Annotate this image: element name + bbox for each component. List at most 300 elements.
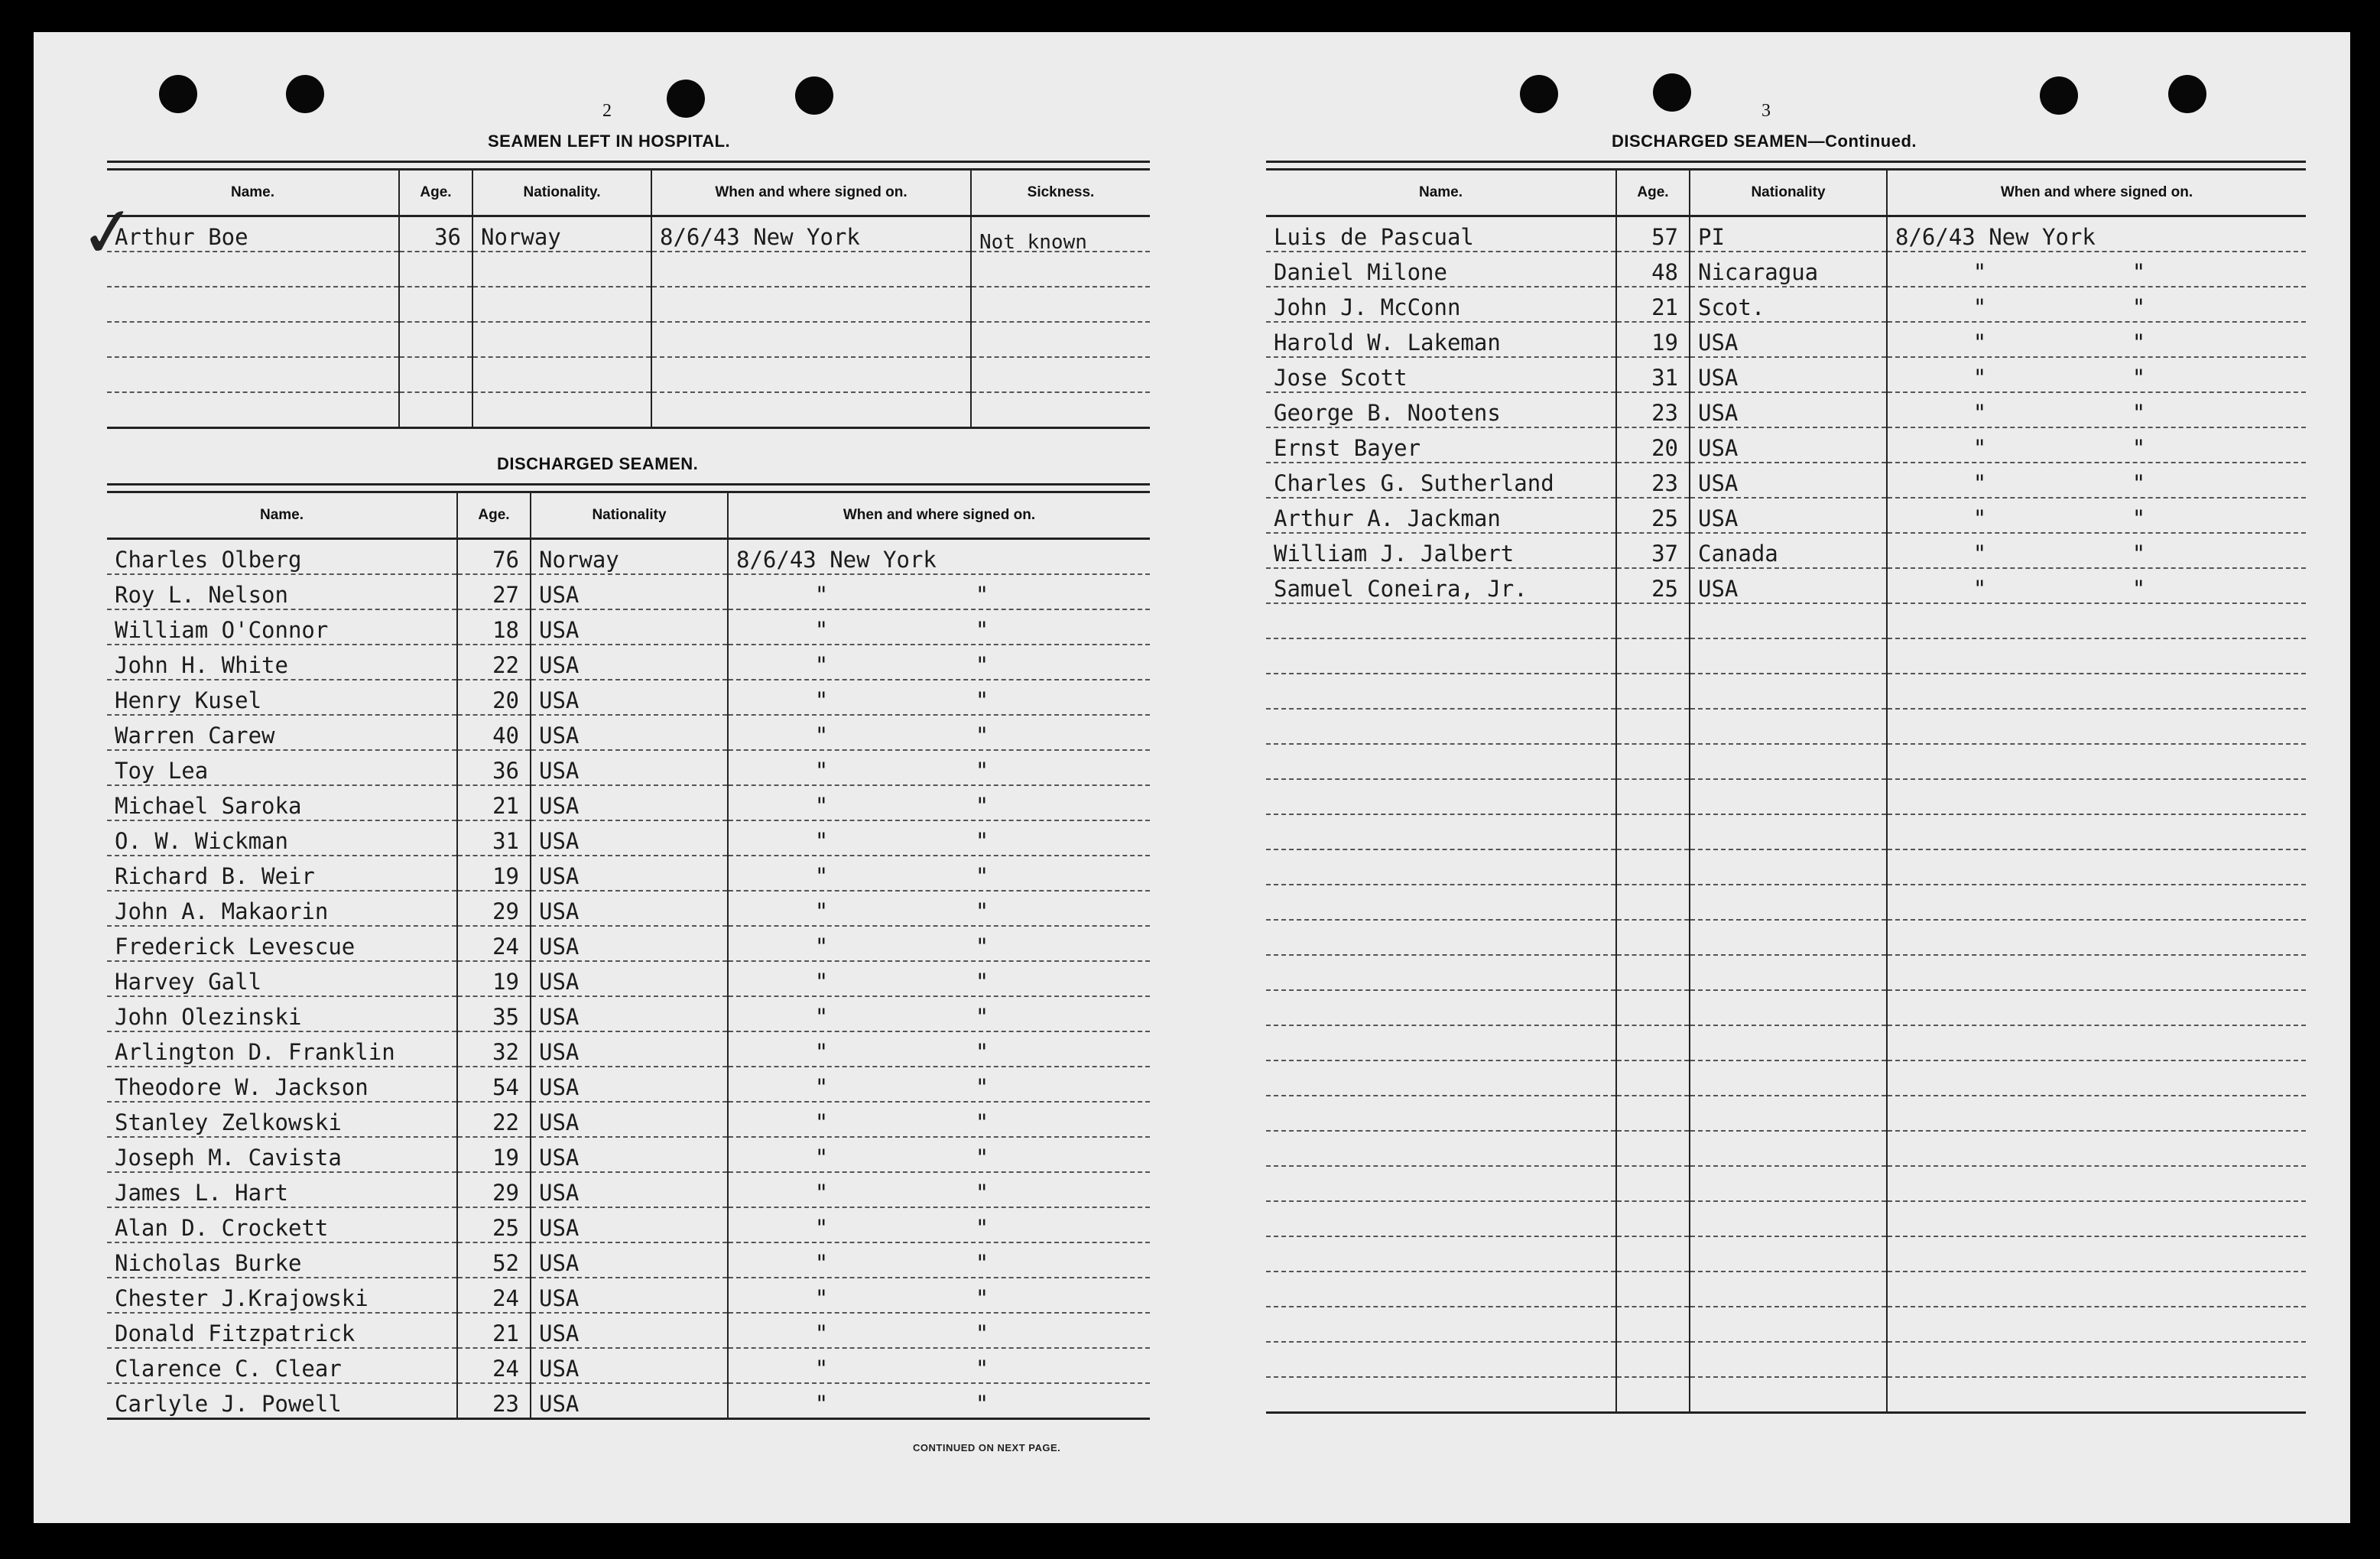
table-row (107, 961, 1150, 996)
ditto-mark: " (975, 1074, 989, 1100)
blank-cell (971, 287, 1150, 322)
blank-cell (1690, 1272, 1887, 1307)
table-row (107, 1031, 1150, 1067)
signed-on-cell (1887, 287, 2306, 322)
blank-cell (971, 392, 1150, 428)
punch-hole (1653, 73, 1691, 112)
blank-row (1266, 779, 2306, 814)
name-cell: John J. McConn (1266, 287, 1616, 322)
table-row (1266, 463, 2306, 498)
blank-row (1266, 920, 2306, 955)
nationality-cell: USA (531, 680, 728, 715)
name-cell: Arthur Boe (107, 216, 399, 252)
blank-cell (1616, 1201, 1690, 1236)
blank-cell (1616, 885, 1690, 920)
ditto-mark: " (814, 652, 829, 678)
age-cell: 22 (457, 1102, 531, 1137)
age-cell: 20 (457, 680, 531, 715)
discharged-table (107, 491, 1150, 1420)
table-row (1266, 322, 2306, 357)
name-cell: Toy Lea (107, 750, 457, 785)
ditto-mark: " (2132, 541, 2146, 567)
ditto-mark: " (1973, 330, 1987, 356)
table-row (107, 996, 1150, 1031)
ditto-mark: " (975, 687, 989, 713)
signed-on-cell (728, 996, 1150, 1031)
signed-on-cell (1887, 392, 2306, 427)
age-cell: 21 (1616, 287, 1690, 322)
blank-cell (1266, 709, 1616, 744)
name-cell: Luis de Pascual (1266, 216, 1616, 252)
table-row (107, 680, 1150, 715)
age-cell: 18 (457, 609, 531, 645)
blank-row (1266, 709, 2306, 744)
nationality-cell: USA (531, 574, 728, 609)
section-rule (1266, 161, 2306, 163)
age-cell: 29 (457, 891, 531, 926)
blank-cell (1690, 990, 1887, 1025)
blank-cell (1690, 920, 1887, 955)
blank-cell (107, 357, 399, 392)
ditto-mark: " (975, 828, 989, 854)
continued-section-title: DISCHARGED SEAMEN—Continued. (1612, 132, 1917, 151)
blank-cell (1616, 814, 1690, 849)
blank-cell (1616, 920, 1690, 955)
signed-on-cell (728, 856, 1150, 891)
nationality-cell: PI (1690, 216, 1887, 252)
blank-cell (1616, 779, 1690, 814)
blank-cell (1616, 1096, 1690, 1131)
blank-row (1266, 814, 2306, 849)
blank-cell (1887, 814, 2306, 849)
blank-row (1266, 1131, 2306, 1166)
column-header: Name. (107, 170, 399, 216)
ditto-mark: " (814, 617, 829, 643)
blank-cell (1690, 955, 1887, 990)
ditto-mark: " (975, 1039, 989, 1065)
age-cell: 31 (1616, 357, 1690, 392)
blank-row (1266, 1236, 2306, 1272)
name-cell: Charles G. Sutherland (1266, 463, 1616, 498)
blank-cell (1266, 1096, 1616, 1131)
age-cell: 23 (457, 1383, 531, 1419)
blank-cell (1887, 744, 2306, 779)
table-row (107, 1102, 1150, 1137)
blank-cell (651, 392, 971, 428)
signed-on-cell: 8/6/43 New York (1887, 216, 2306, 252)
blank-cell (1690, 744, 1887, 779)
blank-cell (1887, 849, 2306, 885)
signed-on-cell (728, 1278, 1150, 1313)
age-cell: 52 (457, 1242, 531, 1278)
blank-row (1266, 674, 2306, 709)
signed-on-cell (728, 1067, 1150, 1102)
blank-cell (1266, 1236, 1616, 1272)
signed-on-cell (1887, 322, 2306, 357)
blank-cell (1616, 1236, 1690, 1272)
ditto-mark: " (975, 617, 989, 643)
sickness-cell: Not known (971, 216, 1150, 252)
column-header: When and where signed on. (728, 492, 1150, 539)
ditto-mark: " (814, 1356, 829, 1382)
nationality-cell: USA (1690, 568, 1887, 603)
blank-row (1266, 1307, 2306, 1342)
table-row (107, 1137, 1150, 1172)
nationality-cell: USA (531, 891, 728, 926)
blank-row (107, 287, 1150, 322)
ditto-mark: " (975, 1109, 989, 1135)
table-row (107, 1348, 1150, 1383)
table-row (107, 785, 1150, 820)
signed-on-cell (728, 961, 1150, 996)
signed-on-cell (728, 926, 1150, 961)
age-cell: 76 (457, 539, 531, 575)
column-header: Age. (457, 492, 531, 539)
blank-cell (1266, 990, 1616, 1025)
signed-on-cell (1887, 357, 2306, 392)
name-cell: Harvey Gall (107, 961, 457, 996)
blank-cell (1616, 744, 1690, 779)
punch-hole (795, 76, 833, 115)
blank-cell (1266, 1060, 1616, 1096)
name-cell: John A. Makaorin (107, 891, 457, 926)
name-cell: William O'Connor (107, 609, 457, 645)
blank-cell (399, 252, 472, 287)
age-cell: 20 (1616, 427, 1690, 463)
nationality-cell: USA (531, 1067, 728, 1102)
punch-hole (667, 80, 705, 118)
ditto-mark: " (814, 934, 829, 960)
ditto-mark: " (975, 969, 989, 995)
table-row (107, 645, 1150, 680)
name-cell: Richard B. Weir (107, 856, 457, 891)
blank-cell (651, 252, 971, 287)
ditto-mark: " (814, 863, 829, 889)
ditto-mark: " (814, 1109, 829, 1135)
ditto-mark: " (814, 1285, 829, 1311)
signed-on-cell (728, 785, 1150, 820)
signed-on-cell (728, 1313, 1150, 1348)
blank-cell (1690, 849, 1887, 885)
blank-cell (1887, 1307, 2306, 1342)
blank-cell (1616, 1060, 1690, 1096)
table-row (107, 1383, 1150, 1419)
signed-on-cell (1887, 498, 2306, 533)
ditto-mark: " (975, 1356, 989, 1382)
blank-row (1266, 1342, 2306, 1377)
ditto-mark: " (975, 793, 989, 819)
nationality-cell: USA (531, 1278, 728, 1313)
table-row (107, 1172, 1150, 1207)
blank-cell (1887, 1131, 2306, 1166)
ditto-mark: " (975, 1391, 989, 1417)
column-header: Nationality (1690, 170, 1887, 216)
table-row (107, 820, 1150, 856)
ditto-mark: " (975, 1250, 989, 1276)
blank-cell (1616, 955, 1690, 990)
blank-row (1266, 1272, 2306, 1307)
hospital-header-row (107, 170, 1150, 216)
blank-cell (1887, 1377, 2306, 1413)
page-number: 3 (1761, 101, 1771, 121)
age-cell: 23 (1616, 392, 1690, 427)
blank-cell (971, 252, 1150, 287)
continued-note: CONTINUED ON NEXT PAGE. (913, 1442, 1061, 1453)
table-row (107, 216, 1150, 252)
nationality-cell: USA (531, 1313, 728, 1348)
ditto-mark: " (975, 934, 989, 960)
age-cell: 24 (457, 1278, 531, 1313)
blank-cell (1690, 709, 1887, 744)
blank-cell (1616, 1272, 1690, 1307)
hospital-table (107, 168, 1150, 429)
table-row (1266, 392, 2306, 427)
age-cell: 31 (457, 820, 531, 856)
column-header: When and where signed on. (1887, 170, 2306, 216)
blank-cell (1266, 603, 1616, 638)
name-cell: Stanley Zelkowski (107, 1102, 457, 1137)
blank-row (1266, 1166, 2306, 1201)
name-cell: Arlington D. Franklin (107, 1031, 457, 1067)
ditto-mark: " (814, 1145, 829, 1171)
nationality-cell: Nicaragua (1690, 252, 1887, 287)
nationality-cell: Canada (1690, 533, 1887, 568)
blank-cell (472, 357, 651, 392)
nationality-cell: USA (1690, 463, 1887, 498)
ditto-mark: " (2132, 259, 2146, 285)
nationality-cell: Scot. (1690, 287, 1887, 322)
blank-row (107, 392, 1150, 428)
signed-on-cell (1887, 427, 2306, 463)
table-row (107, 539, 1150, 575)
signed-on-cell (728, 750, 1150, 785)
age-cell: 22 (457, 645, 531, 680)
punch-hole (159, 75, 197, 113)
table-row (107, 750, 1150, 785)
blank-cell (1690, 779, 1887, 814)
name-cell: Nicholas Burke (107, 1242, 457, 1278)
blank-cell (1266, 1342, 1616, 1377)
signed-on-cell (1887, 568, 2306, 603)
blank-cell (399, 392, 472, 428)
ditto-mark: " (975, 1145, 989, 1171)
ditto-mark: " (975, 582, 989, 608)
blank-row (1266, 885, 2306, 920)
blank-cell (1690, 1307, 1887, 1342)
checkmark-icon: ✓ (75, 190, 141, 276)
blank-cell (1887, 990, 2306, 1025)
signed-on-cell (1887, 252, 2306, 287)
nationality-cell: USA (531, 1031, 728, 1067)
nationality-cell: USA (531, 1172, 728, 1207)
blank-cell (651, 287, 971, 322)
discharged-header-row (107, 492, 1150, 539)
nationality-cell: USA (1690, 392, 1887, 427)
name-cell: Roy L. Nelson (107, 574, 457, 609)
age-cell: 19 (457, 1137, 531, 1172)
ditto-mark: " (814, 687, 829, 713)
age-cell: 27 (457, 574, 531, 609)
blank-cell (1266, 1307, 1616, 1342)
table-row (1266, 287, 2306, 322)
ditto-mark: " (814, 1004, 829, 1030)
age-cell: 36 (399, 216, 472, 252)
blank-cell (1690, 1236, 1887, 1272)
blank-cell (1887, 638, 2306, 674)
blank-cell (1690, 1166, 1887, 1201)
blank-row (1266, 638, 2306, 674)
ditto-mark: " (2132, 365, 2146, 391)
blank-cell (1887, 1201, 2306, 1236)
blank-cell (1887, 1096, 2306, 1131)
ditto-mark: " (1973, 365, 1987, 391)
continued-header-row (1266, 170, 2306, 216)
nationality-cell: Norway (531, 539, 728, 575)
table-row (1266, 357, 2306, 392)
section-rule (107, 483, 1150, 486)
signed-on-cell (728, 1242, 1150, 1278)
blank-cell (651, 322, 971, 357)
table-row (107, 574, 1150, 609)
document-sheet (34, 32, 2350, 1523)
blank-cell (472, 252, 651, 287)
age-cell: 57 (1616, 216, 1690, 252)
blank-cell (399, 322, 472, 357)
name-cell: Michael Saroka (107, 785, 457, 820)
ditto-mark: " (975, 863, 989, 889)
nationality-cell: USA (1690, 357, 1887, 392)
signed-on-cell (728, 820, 1150, 856)
blank-cell (1616, 849, 1690, 885)
punch-hole (1520, 75, 1558, 113)
ditto-mark: " (975, 1320, 989, 1346)
table-row (107, 609, 1150, 645)
blank-cell (1887, 1236, 2306, 1272)
age-cell: 54 (457, 1067, 531, 1102)
blank-cell (472, 287, 651, 322)
age-cell: 35 (457, 996, 531, 1031)
name-cell: Henry Kusel (107, 680, 457, 715)
blank-cell (1690, 814, 1887, 849)
signed-on-cell (728, 609, 1150, 645)
punch-hole (2040, 76, 2078, 115)
table-row (107, 891, 1150, 926)
name-cell: Theodore W. Jackson (107, 1067, 457, 1102)
nationality-cell: USA (531, 926, 728, 961)
age-cell: 29 (457, 1172, 531, 1207)
blank-row (107, 322, 1150, 357)
blank-row (1266, 955, 2306, 990)
signed-on-cell (728, 1172, 1150, 1207)
table-row (1266, 533, 2306, 568)
blank-row (1266, 1096, 2306, 1131)
blank-cell (1690, 1342, 1887, 1377)
ditto-mark: " (814, 1180, 829, 1206)
signed-on-cell (728, 645, 1150, 680)
table-row (107, 715, 1150, 750)
ditto-mark: " (814, 758, 829, 784)
ditto-mark: " (1973, 576, 1987, 602)
signed-on-cell: 8/6/43 New York (728, 539, 1150, 575)
name-cell: John Olezinski (107, 996, 457, 1031)
age-cell: 25 (1616, 498, 1690, 533)
ditto-mark: " (814, 793, 829, 819)
ditto-mark: " (975, 1285, 989, 1311)
signed-on-cell (728, 574, 1150, 609)
blank-cell (1690, 1201, 1887, 1236)
blank-cell (1616, 674, 1690, 709)
age-cell: 23 (1616, 463, 1690, 498)
blank-cell (1690, 1060, 1887, 1096)
name-cell: Donald Fitzpatrick (107, 1313, 457, 1348)
blank-cell (107, 392, 399, 428)
ditto-mark: " (814, 898, 829, 924)
age-cell: 36 (457, 750, 531, 785)
blank-row (1266, 1377, 2306, 1413)
table-row (107, 926, 1150, 961)
blank-cell (1887, 603, 2306, 638)
name-cell: O. W. Wickman (107, 820, 457, 856)
age-cell: 25 (457, 1207, 531, 1242)
column-header: Nationality (531, 492, 728, 539)
blank-cell (107, 287, 399, 322)
name-cell: John H. White (107, 645, 457, 680)
ditto-mark: " (2132, 505, 2146, 531)
ditto-mark: " (814, 1320, 829, 1346)
blank-cell (1266, 1272, 1616, 1307)
blank-cell (1266, 1201, 1616, 1236)
blank-cell (1616, 1377, 1690, 1413)
ditto-mark: " (1973, 400, 1987, 426)
ditto-mark: " (814, 723, 829, 749)
blank-cell (1616, 990, 1690, 1025)
ditto-mark: " (1973, 470, 1987, 496)
blank-cell (1690, 1377, 1887, 1413)
signed-on-cell (728, 1383, 1150, 1419)
blank-cell (1266, 1025, 1616, 1060)
table-row (1266, 427, 2306, 463)
age-cell: 21 (457, 785, 531, 820)
nationality-cell: USA (531, 645, 728, 680)
blank-row (1266, 1060, 2306, 1096)
name-cell: Daniel Milone (1266, 252, 1616, 287)
blank-row (107, 252, 1150, 287)
column-header: Age. (399, 170, 472, 216)
nationality-cell: USA (531, 1207, 728, 1242)
ditto-mark: " (814, 1215, 829, 1241)
blank-cell (1690, 674, 1887, 709)
table-row (1266, 216, 2306, 252)
ditto-mark: " (814, 1391, 829, 1417)
ditto-mark: " (2132, 294, 2146, 320)
ditto-mark: " (1973, 505, 1987, 531)
blank-cell (1690, 638, 1887, 674)
name-cell: Warren Carew (107, 715, 457, 750)
table-row (107, 1278, 1150, 1313)
age-cell: 24 (457, 1348, 531, 1383)
blank-cell (1266, 814, 1616, 849)
nationality-cell: USA (531, 961, 728, 996)
blank-cell (971, 357, 1150, 392)
name-cell: Jose Scott (1266, 357, 1616, 392)
name-cell: William J. Jalbert (1266, 533, 1616, 568)
name-cell: James L. Hart (107, 1172, 457, 1207)
ditto-mark: " (814, 1250, 829, 1276)
signed-on-cell (728, 1102, 1150, 1137)
column-header: Name. (1266, 170, 1616, 216)
blank-cell (1690, 885, 1887, 920)
ditto-mark: " (814, 828, 829, 854)
